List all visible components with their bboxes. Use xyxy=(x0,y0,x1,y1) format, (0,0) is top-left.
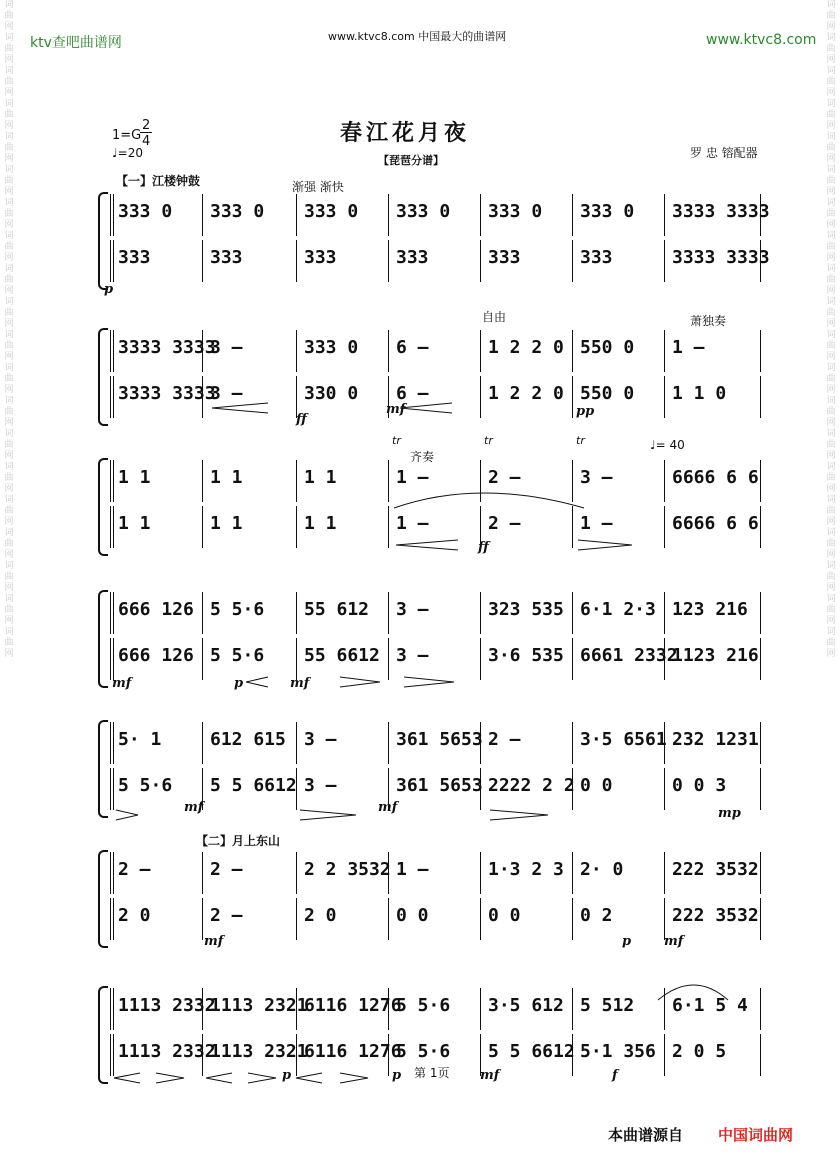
measure-4: 1 – xyxy=(396,467,429,488)
measure-1: 3333 3333 xyxy=(118,337,216,358)
measure-4: 6 – xyxy=(396,383,429,404)
measure-1: 1113 2332 xyxy=(118,995,216,1016)
measure-4: 5 5·6 xyxy=(396,1041,451,1062)
hairpin-decresc-8 xyxy=(156,1073,184,1083)
dynamic-mf-2: mf xyxy=(112,676,132,691)
hairpin-cresc-3 xyxy=(246,677,268,687)
measure-5: 0 0 xyxy=(488,905,521,926)
section-label-1: 【一】江楼钟鼓 xyxy=(116,174,201,188)
dynamic-mp: mp xyxy=(718,806,741,821)
measure-5: 3·5 612 xyxy=(488,995,564,1016)
mark-trill-3: tr xyxy=(576,434,585,447)
measure-3: 2 2 3532 xyxy=(304,859,391,880)
measure-1: 333 xyxy=(118,247,151,268)
measure-5: 5 5 6612 xyxy=(488,1041,575,1062)
measure-1: 1 1 xyxy=(118,513,151,534)
measure-5: 333 0 xyxy=(488,201,543,222)
measure-7: 1 1 0 xyxy=(672,383,727,404)
time-signature-bottom: 4 xyxy=(142,134,151,149)
slur-last xyxy=(658,985,728,1000)
measure-2: 1113 2321 xyxy=(210,1041,308,1062)
hairpin-cresc-2 xyxy=(396,540,458,550)
measure-2: 5 5 6612 xyxy=(210,775,297,796)
hairpin-decresc-9 xyxy=(248,1073,276,1083)
measure-7: 6666 6 6 xyxy=(672,513,759,534)
measure-1: 3333 3333 xyxy=(118,383,216,404)
hairpin-decresc-2 xyxy=(578,540,632,550)
mark-xiao-solo: 萧独奏 xyxy=(690,314,727,328)
measure-2: 1 1 xyxy=(210,513,243,534)
measure-7: 0 0 3 xyxy=(672,775,727,796)
measure-6: 2· 0 xyxy=(580,859,624,880)
measure-3: 3 – xyxy=(304,775,337,796)
hairpin-cresc-6 xyxy=(296,1073,322,1083)
measure-5: 323 535 xyxy=(488,599,564,620)
measure-6: 333 0 xyxy=(580,201,635,222)
measure-4: 1 – xyxy=(396,513,429,534)
dynamic-mf-4: mf xyxy=(184,800,204,815)
measure-1: 2 – xyxy=(118,859,151,880)
measure-1: 666 126 xyxy=(118,645,194,666)
measure-2: 5 5·6 xyxy=(210,599,265,620)
time-signature-top: 2 xyxy=(142,118,151,133)
key-signature: 1=G xyxy=(112,128,142,143)
mark-trill-2: tr xyxy=(484,434,493,447)
measure-2: 3 – xyxy=(210,383,243,404)
measure-5: 3·6 535 xyxy=(488,645,564,666)
measure-1: 5 5·6 xyxy=(118,775,173,796)
dynamic-mf: mf xyxy=(386,402,406,417)
mark-trill-1: tr xyxy=(392,434,401,447)
measure-6: 5 512 xyxy=(580,995,635,1016)
measure-3: 333 xyxy=(304,247,337,268)
measure-6: 550 0 xyxy=(580,337,635,358)
measure-3: 6116 1276 xyxy=(304,1041,402,1062)
measure-6: 1 – xyxy=(580,513,613,534)
measure-2: 1 1 xyxy=(210,467,243,488)
measure-7: 1123 216 xyxy=(672,645,759,666)
measure-5: 2 – xyxy=(488,513,521,534)
measure-1: 333 0 xyxy=(118,201,173,222)
measure-6: 333 xyxy=(580,247,613,268)
page-number: 第 1页 xyxy=(414,1066,450,1080)
measure-7: 222 3532 xyxy=(672,859,759,880)
measure-6: 6·1 2·3 xyxy=(580,599,656,620)
measure-3: 6116 1276 xyxy=(304,995,402,1016)
measure-4: 6 – xyxy=(396,337,429,358)
arranger: 罗 忠 镕配器 xyxy=(690,146,758,160)
measure-5: 2222 2 2 xyxy=(488,775,575,796)
side-watermark-left: 词曲网词曲网词曲网词曲网词曲网词曲网词曲网词曲网词曲网词曲网词曲网词曲网词曲网词曲网词曲网词曲网词曲网词曲网词曲网词曲网 xyxy=(4,0,14,659)
hairpin-cresc-1 xyxy=(400,403,452,413)
hairpin-decresc-1 xyxy=(212,403,268,413)
measure-6: 5·1 356 xyxy=(580,1041,656,1062)
mark-crescendo-accel: 渐强 渐快 xyxy=(292,180,344,194)
dynamic-f: f xyxy=(612,1068,618,1083)
dynamic-p-4: p xyxy=(282,1068,292,1083)
measure-4: 333 xyxy=(396,247,429,268)
dynamic-mf-7: mf xyxy=(664,934,684,949)
mark-qizou: 齐奏 xyxy=(410,450,435,464)
measure-7: 123 216 xyxy=(672,599,748,620)
dynamic-mf-3: mf xyxy=(290,676,310,691)
measure-4: 0 0 xyxy=(396,905,429,926)
measure-4: 3 – xyxy=(396,599,429,620)
measure-3: 3 – xyxy=(304,729,337,750)
measure-2: 612 615 xyxy=(210,729,286,750)
measure-1: 1 1 xyxy=(118,467,151,488)
measure-4: 361 5653 xyxy=(396,729,483,750)
measure-3: 333 0 xyxy=(304,201,359,222)
measure-5: 1 2 2 0 xyxy=(488,383,564,404)
measure-4: 1 – xyxy=(396,859,429,880)
measure-5: 2 – xyxy=(488,467,521,488)
dynamic-p-5: p xyxy=(392,1068,402,1083)
hairpin-decresc-4 xyxy=(404,677,454,687)
dynamic-mf-5: mf xyxy=(378,800,398,815)
dynamic-p-2: p xyxy=(234,676,244,691)
tie-long xyxy=(394,493,584,508)
dynamic-p: p xyxy=(104,282,114,297)
measure-5: 2 – xyxy=(488,729,521,750)
measure-7: 3333 3333 xyxy=(672,247,770,268)
measure-3: 1 1 xyxy=(304,467,337,488)
measure-2: 2 – xyxy=(210,859,243,880)
header-right-site[interactable]: www.ktvc8.com xyxy=(706,32,817,48)
measure-7: 6666 6 6 xyxy=(672,467,759,488)
measure-1: 666 126 xyxy=(118,599,194,620)
measure-7: 232 1231 xyxy=(672,729,759,750)
measure-3: 330 0 xyxy=(304,383,359,404)
dynamic-ff-2: ff xyxy=(478,540,489,555)
measure-2: 333 0 xyxy=(210,201,265,222)
measure-7: 1 – xyxy=(672,337,705,358)
measure-4: 333 0 xyxy=(396,201,451,222)
measure-7: 2 0 5 xyxy=(672,1041,727,1062)
measure-2: 5 5·6 xyxy=(210,645,265,666)
page-title: 春江花月夜 xyxy=(340,120,471,146)
page-subtitle: 【琵琶分谱】 xyxy=(378,154,444,167)
measure-6: 3 – xyxy=(580,467,613,488)
measure-3: 333 0 xyxy=(304,337,359,358)
section-label-2: 【二】月上东山 xyxy=(196,834,281,848)
measure-6: 0 2 xyxy=(580,905,613,926)
hairpin-cresc-5 xyxy=(206,1073,232,1083)
hairpin-cresc-4 xyxy=(114,1073,140,1083)
hairpin-decresc-7 xyxy=(490,810,548,820)
side-watermark-right: 词曲网词曲网词曲网词曲网词曲网词曲网词曲网词曲网词曲网词曲网词曲网词曲网词曲网词曲网词曲网词曲网词曲网词曲网词曲网词曲网 xyxy=(826,0,836,659)
dynamic-ff: ff xyxy=(296,412,307,427)
hairpin-decresc-6 xyxy=(300,810,356,820)
dynamic-mf-6: mf xyxy=(204,934,224,949)
measure-5: 1·3 2 3 xyxy=(488,859,564,880)
measure-2: 333 xyxy=(210,247,243,268)
dynamic-pp: pp xyxy=(576,404,595,419)
measure-3: 1 1 xyxy=(304,513,337,534)
header-center-text: www.ktvc8.com 中国最大的曲谱网 xyxy=(328,30,507,43)
footer-site-link[interactable]: 中国词曲网 xyxy=(718,1126,794,1144)
measure-4: 3 – xyxy=(396,645,429,666)
footer-source-label: 本曲谱源自 xyxy=(608,1126,684,1144)
measure-7: 222 3532 xyxy=(672,905,759,926)
measure-2: 2 – xyxy=(210,905,243,926)
mark-ziyou: 自由 xyxy=(482,310,507,324)
header-left-site[interactable]: ktv查吧曲谱网 xyxy=(30,35,122,51)
measure-6: 0 0 xyxy=(580,775,613,796)
hairpin-decresc-10 xyxy=(340,1073,368,1083)
measure-6: 3·5 6561 xyxy=(580,729,667,750)
measure-3: 55 612 xyxy=(304,599,370,620)
mark-tempo-40: ♩= 40 xyxy=(650,438,685,452)
hairpin-decresc-5 xyxy=(116,810,138,820)
measure-2: 3 – xyxy=(210,337,243,358)
measure-7: 6·1 5 4 xyxy=(672,995,748,1016)
tempo-marking: ♩=20 xyxy=(112,146,143,160)
measure-6: 6661 2332 xyxy=(580,645,678,666)
measure-4: 361 5653 xyxy=(396,775,483,796)
measure-1: 2 0 xyxy=(118,905,151,926)
measure-4: 5 5·6 xyxy=(396,995,451,1016)
dynamic-p-3: p xyxy=(622,934,632,949)
measure-7: 3333 3333 xyxy=(672,201,770,222)
measure-2: 1113 2321 xyxy=(210,995,308,1016)
measure-5: 1 2 2 0 xyxy=(488,337,564,358)
hairpin-decresc-3 xyxy=(340,677,380,687)
measure-6: 550 0 xyxy=(580,383,635,404)
measure-1: 1113 2332 xyxy=(118,1041,216,1062)
measure-3: 55 6612 xyxy=(304,645,380,666)
measure-5: 333 xyxy=(488,247,521,268)
dynamic-mf-8: mf xyxy=(480,1068,500,1083)
measure-1: 5· 1 xyxy=(118,729,162,750)
measure-3: 2 0 xyxy=(304,905,337,926)
